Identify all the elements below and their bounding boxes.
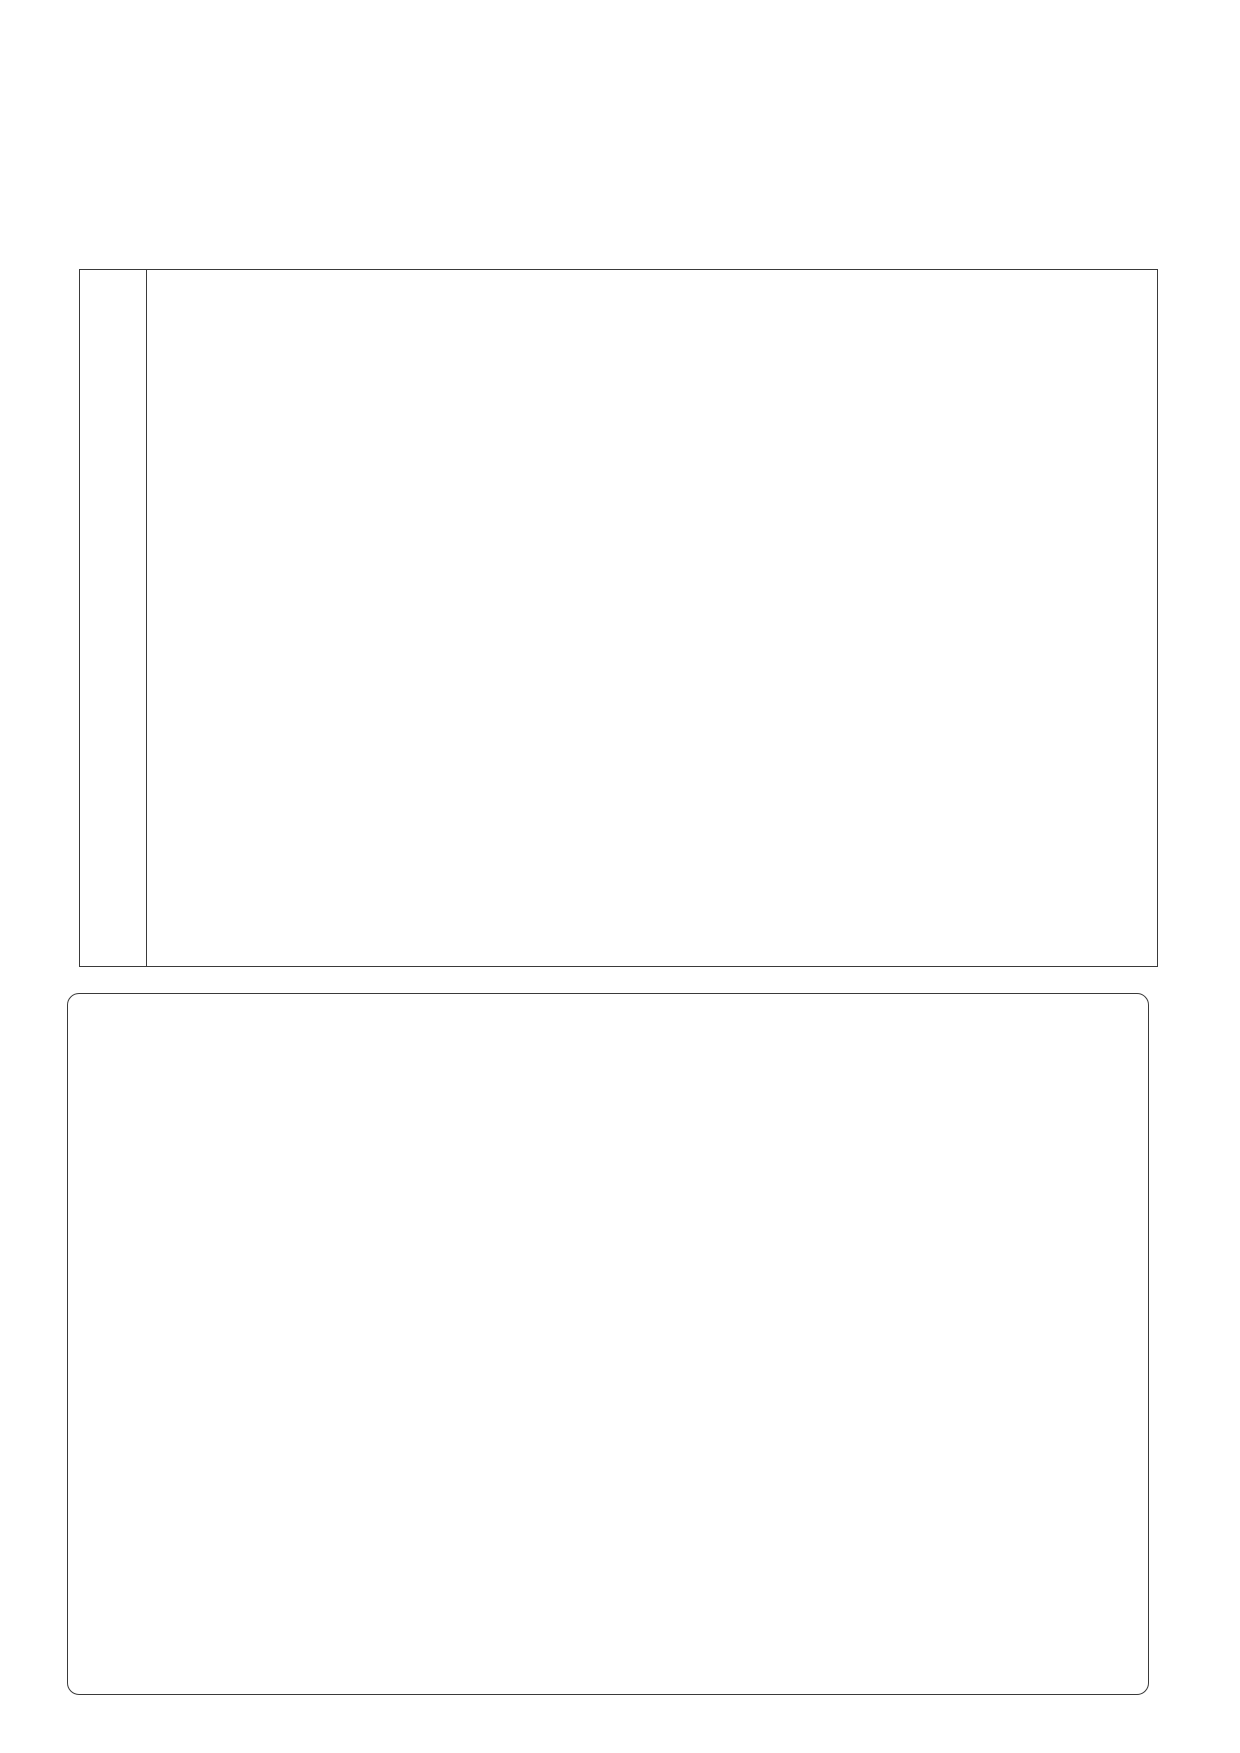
schedule-table (79, 269, 1158, 967)
month-label (80, 270, 147, 966)
page-subtitle (0, 176, 1240, 213)
notice-box (67, 993, 1149, 1695)
